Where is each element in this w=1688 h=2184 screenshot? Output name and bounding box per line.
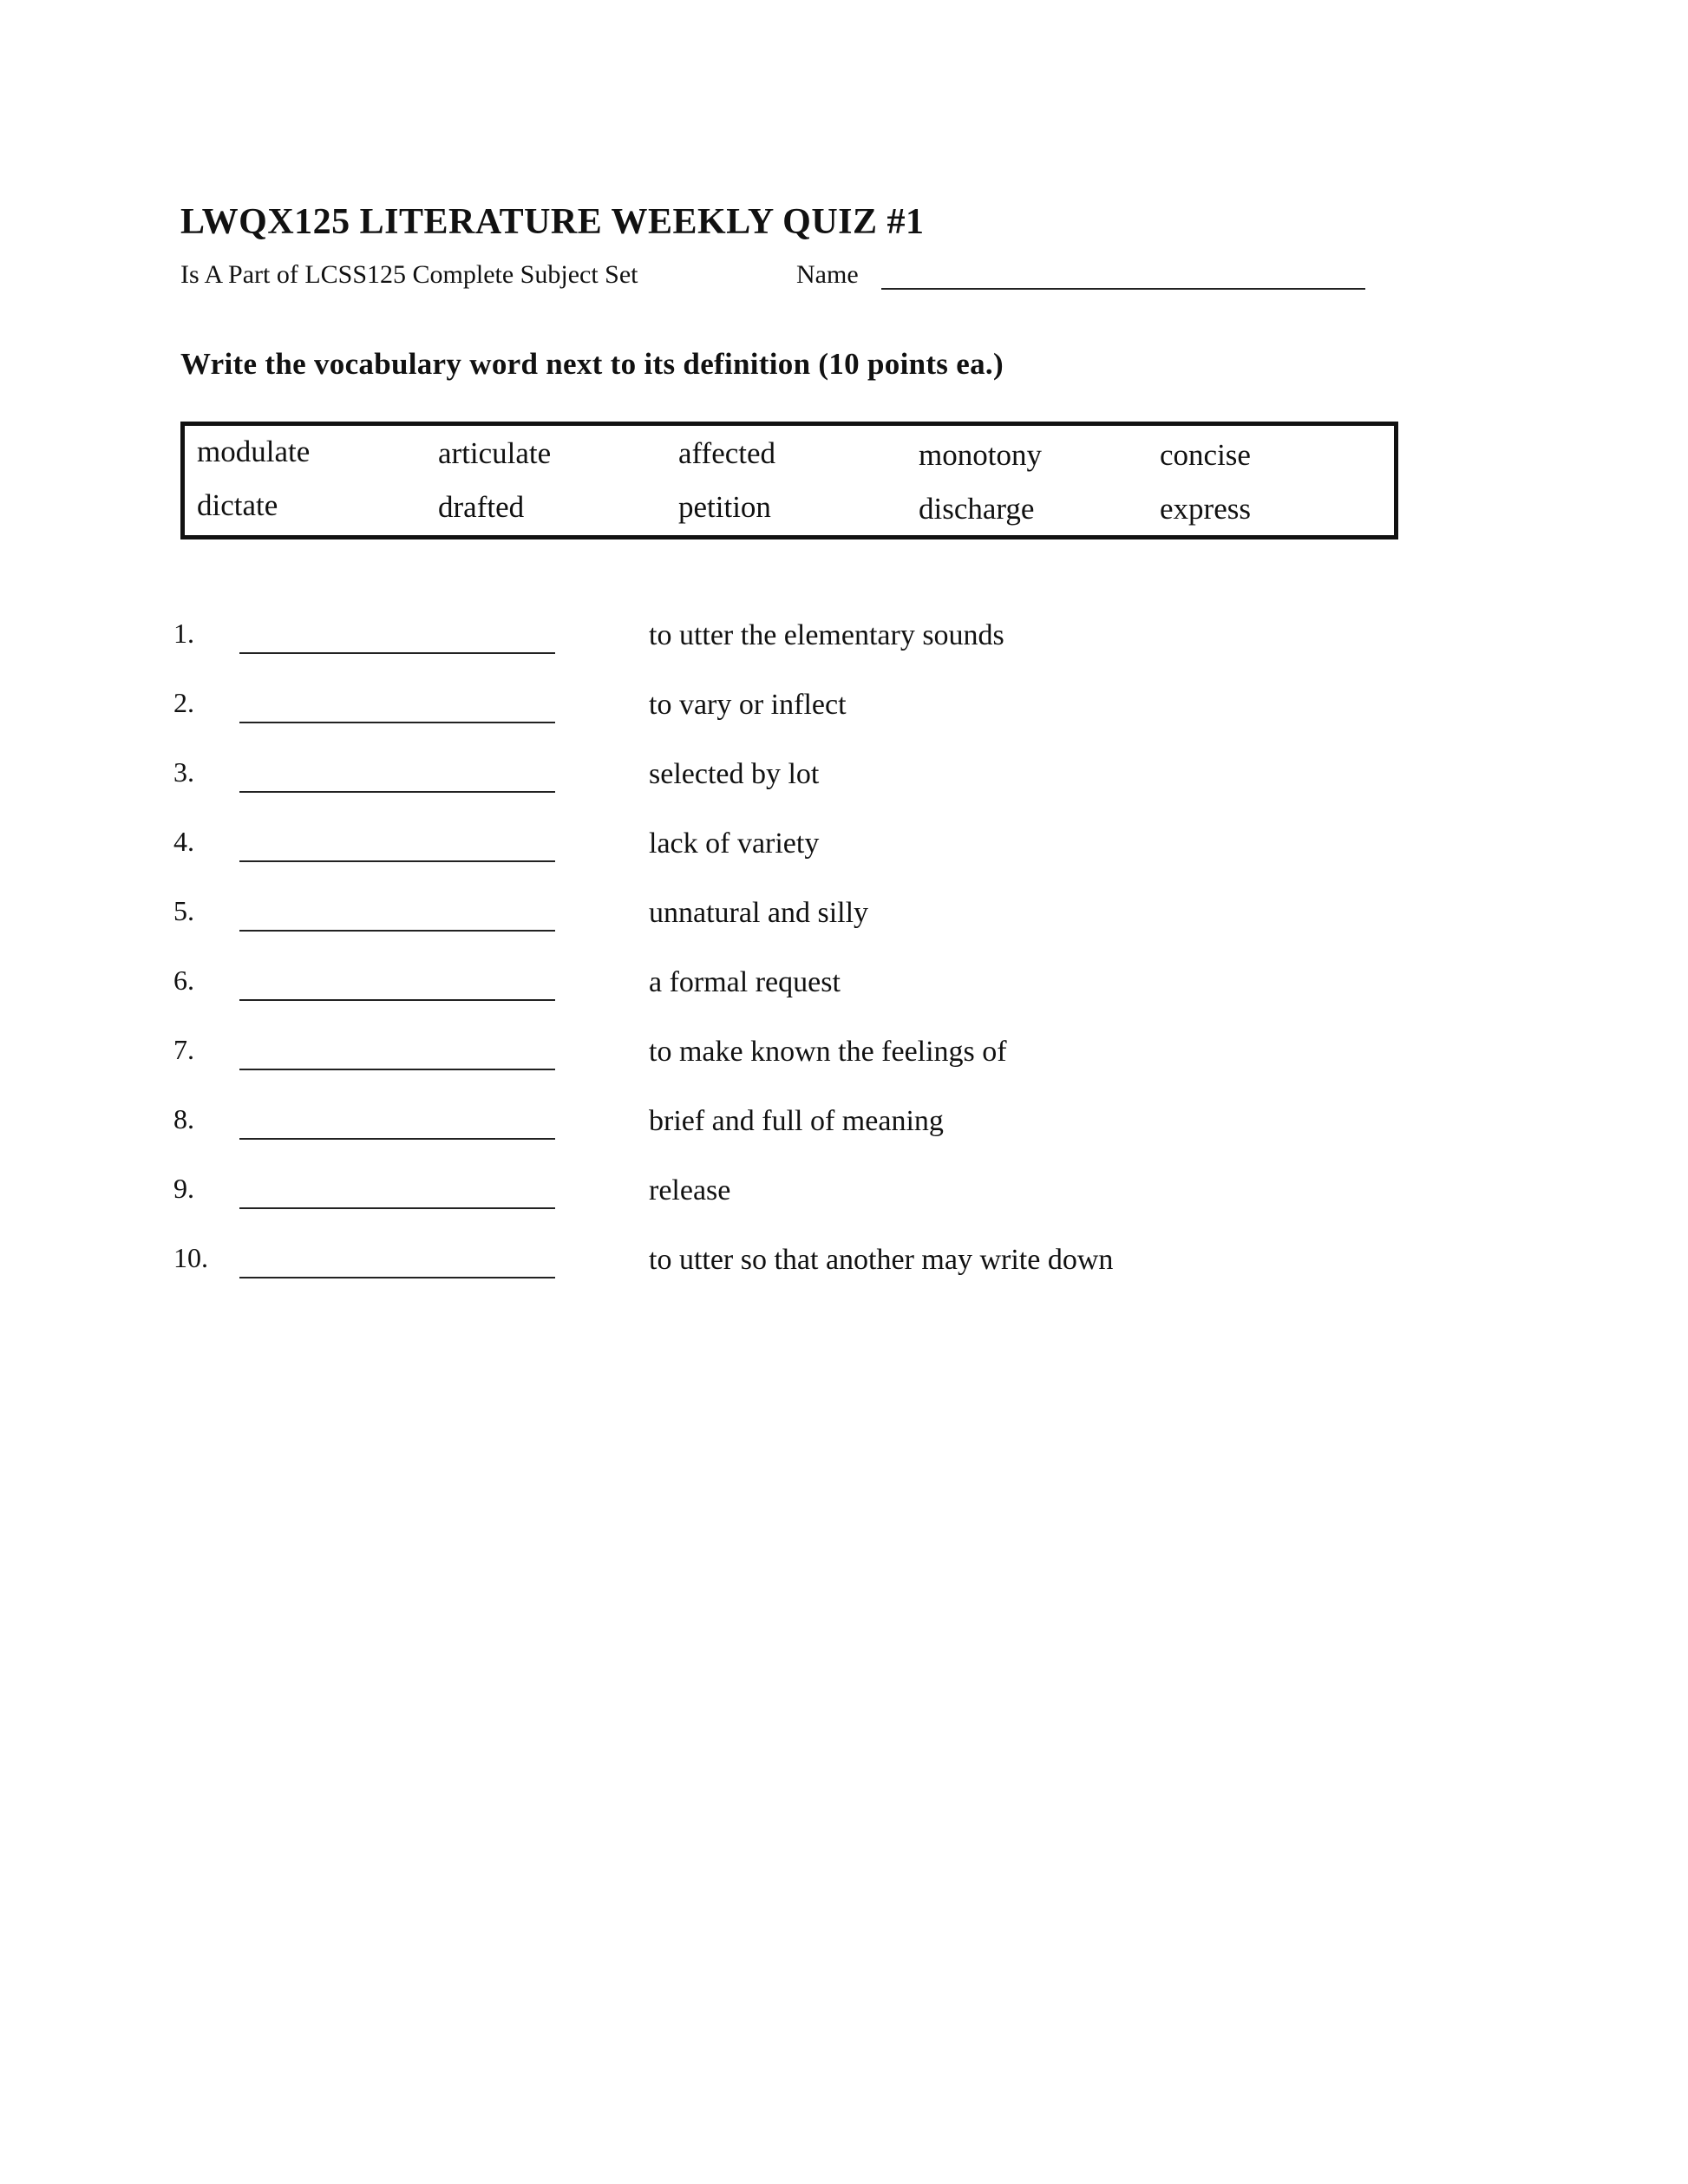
question-number: 8.: [173, 1103, 194, 1135]
question-definition: a formal request: [649, 966, 841, 998]
question-number: 5.: [173, 895, 194, 926]
question-definition: to make known the feelings of: [649, 1036, 1007, 1068]
question-definition: unnatural and silly: [649, 897, 869, 929]
question-definition: to vary or inflect: [649, 689, 847, 721]
question-number: 3.: [173, 756, 194, 788]
answer-blank[interactable]: [239, 1277, 555, 1278]
word-bank-word: modulate: [197, 435, 311, 468]
question-number: 2.: [173, 687, 194, 718]
question-number: 7.: [173, 1034, 194, 1065]
answer-blank[interactable]: [239, 999, 555, 1001]
answer-blank[interactable]: [239, 1207, 555, 1209]
question-row: [173, 618, 1388, 670]
question-number: 1.: [173, 618, 194, 649]
question-definition: release: [649, 1174, 731, 1206]
answer-blank[interactable]: [239, 930, 555, 932]
question-row: [173, 1173, 1388, 1225]
name-label: Name: [796, 260, 859, 289]
question-definition: brief and full of meaning: [649, 1105, 944, 1137]
quiz-title: LWQX125 LITERATURE WEEKLY QUIZ #1: [180, 202, 925, 242]
question-number: 4.: [173, 826, 194, 857]
question-row: [173, 756, 1388, 808]
instructions-heading: Write the vocabulary word next to its definition (10 points ea.): [180, 347, 1004, 381]
question-row: [173, 895, 1388, 947]
question-number: 10.: [173, 1242, 208, 1273]
question-number: 6.: [173, 964, 194, 996]
question-definition: lack of variety: [649, 827, 820, 860]
question-row: [173, 1103, 1388, 1155]
answer-blank[interactable]: [239, 722, 555, 723]
word-bank-word: articulate: [438, 436, 552, 470]
question-row: [173, 1034, 1388, 1086]
answer-blank[interactable]: [239, 791, 555, 793]
answer-blank[interactable]: [239, 1138, 555, 1140]
word-bank-word: drafted: [438, 490, 525, 524]
word-bank-word: petition: [678, 490, 771, 524]
word-bank-word: express: [1160, 492, 1251, 526]
question-definition: selected by lot: [649, 758, 820, 790]
question-row: [173, 687, 1388, 739]
question-number: 9.: [173, 1173, 194, 1204]
answer-blank[interactable]: [239, 860, 555, 862]
word-bank-word: discharge: [919, 492, 1035, 526]
word-bank-box: [180, 422, 1398, 539]
word-bank-word: monotony: [919, 438, 1042, 472]
question-definition: to utter so that another may write down: [649, 1244, 1114, 1276]
word-bank-word: affected: [678, 436, 776, 470]
name-blank-line[interactable]: [881, 288, 1365, 290]
answer-blank[interactable]: [239, 652, 555, 654]
question-row: [173, 1242, 1388, 1294]
subject-set-subtitle: Is A Part of LCSS125 Complete Subject Set: [180, 260, 638, 289]
word-bank-word: concise: [1160, 438, 1251, 472]
answer-blank[interactable]: [239, 1069, 555, 1070]
question-definition: to utter the elementary sounds: [649, 619, 1004, 651]
question-row: [173, 964, 1388, 1017]
question-row: [173, 826, 1388, 878]
word-bank-word: dictate: [197, 488, 278, 522]
